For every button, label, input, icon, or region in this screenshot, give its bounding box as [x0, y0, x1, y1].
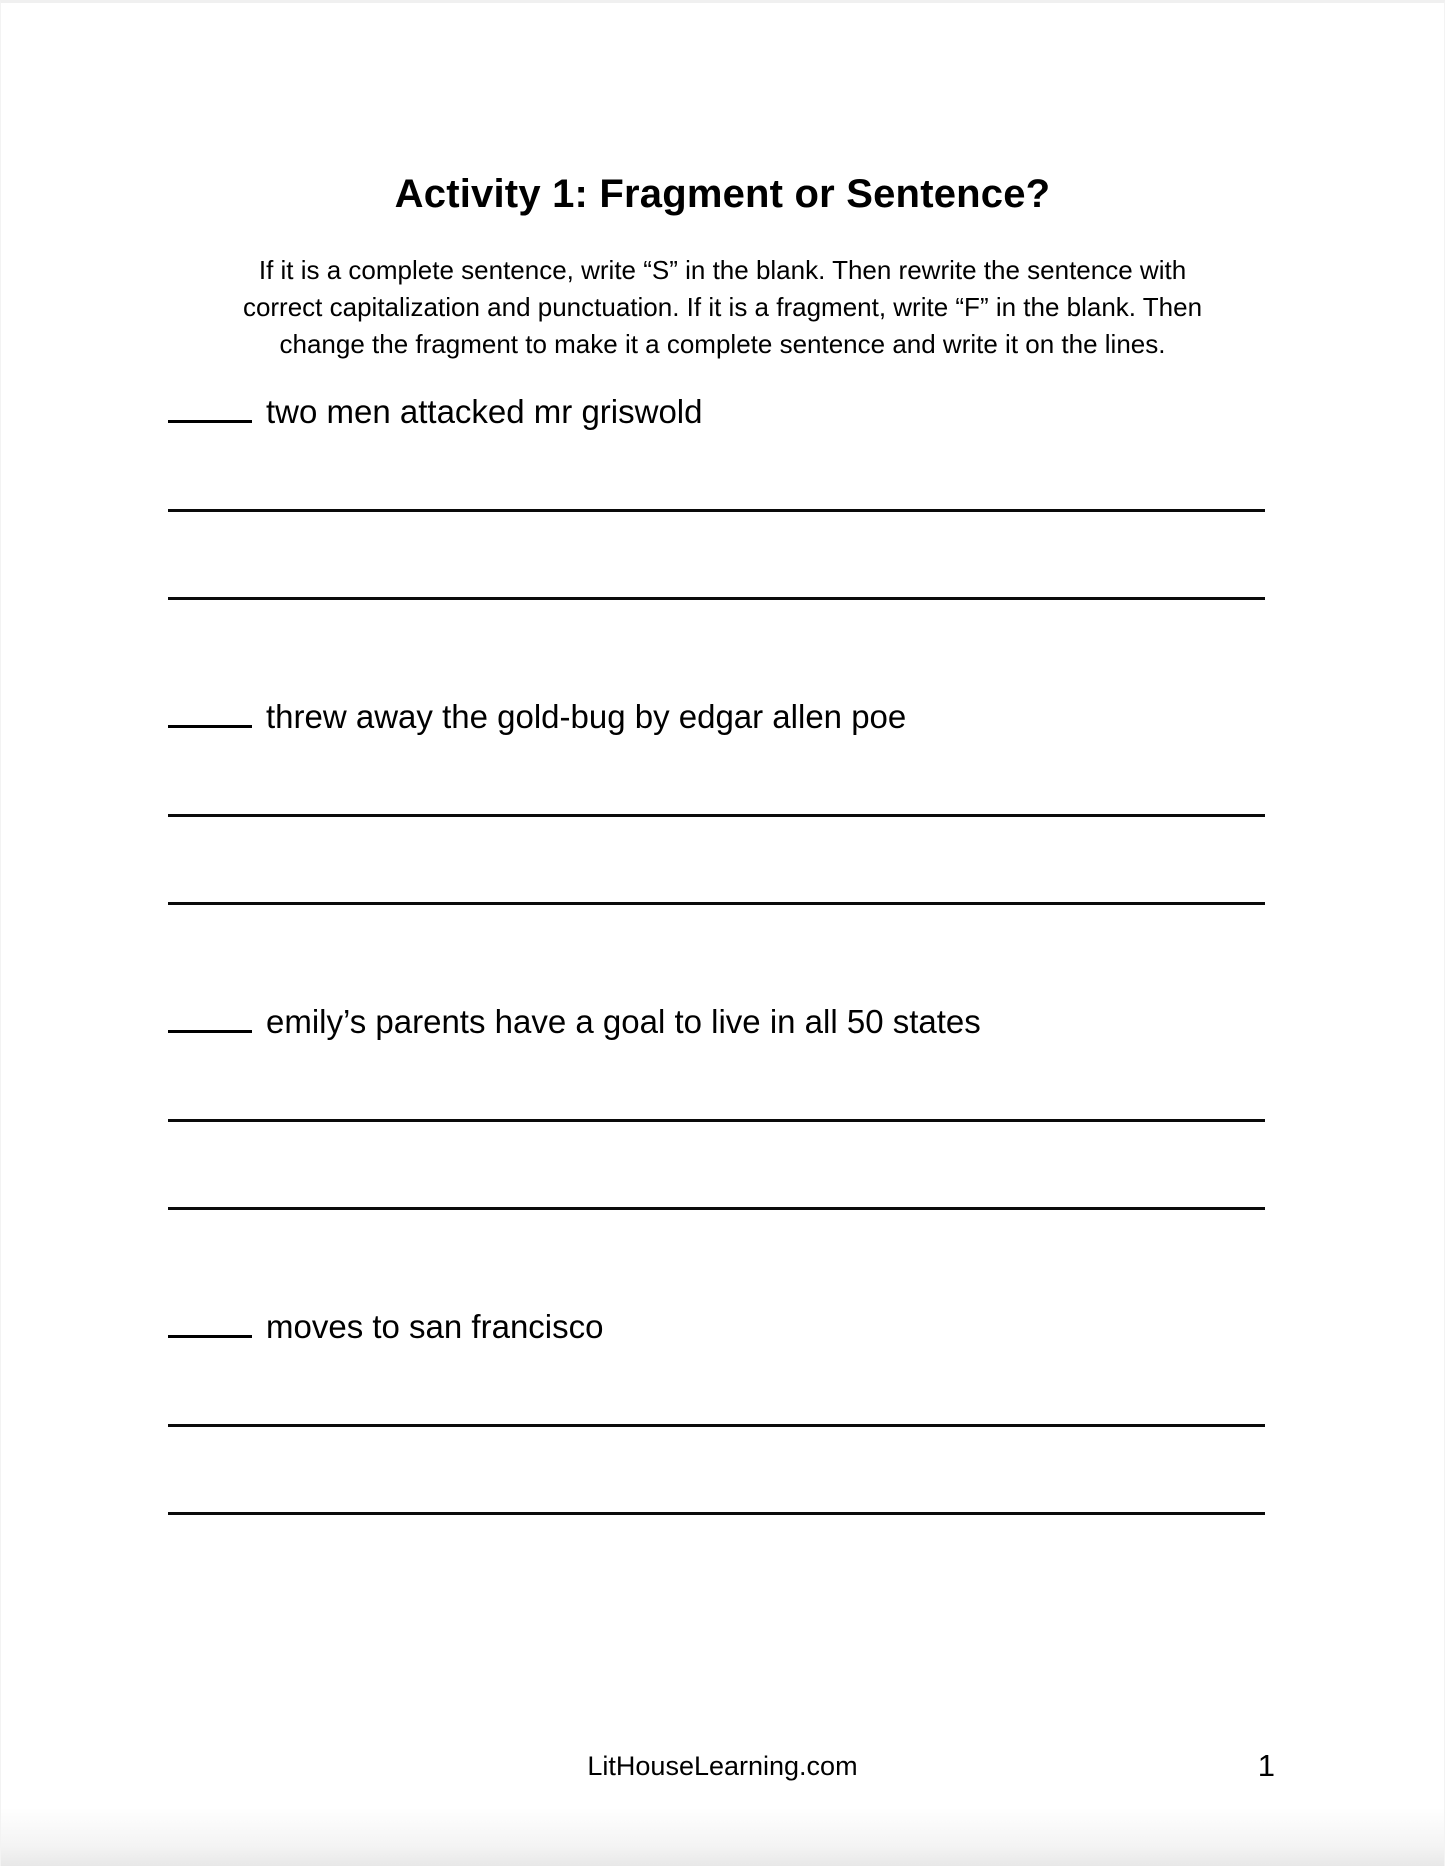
item-1-write-line-2: [168, 512, 1265, 600]
worksheet-item-4: [168, 1305, 1265, 1515]
page-title: Activity 1: Fragment or Sentence?: [394, 172, 1051, 216]
item-1-write-line-1: [168, 434, 1265, 512]
page-bottom-shadow: [0, 1808, 1445, 1866]
item-2-write-line-1: [168, 739, 1265, 817]
footer-page-number: 1: [1257, 1748, 1275, 1783]
item-3-write-line-2: [168, 1122, 1265, 1210]
item-3-answer-blank: [168, 1000, 252, 1033]
footer-site-name: LitHouseLearning.com: [587, 1751, 858, 1781]
worksheet-item-1: [168, 390, 1265, 600]
item-2-answer-blank: [168, 695, 252, 728]
item-1-label: [168, 390, 1265, 434]
item-4-text: moves to san francisco: [266, 1308, 604, 1345]
worksheet-item-2: [168, 695, 1265, 905]
item-4-write-line-1: [168, 1349, 1265, 1427]
page-footer: [0, 1748, 1445, 1792]
item-3-write-line-1: [168, 1044, 1265, 1122]
item-2-write-line-2: [168, 817, 1265, 905]
item-1-text: two men attacked mr griswold: [266, 393, 703, 430]
item-4-label: [168, 1305, 1265, 1349]
item-2-label: [168, 695, 1265, 739]
worksheet-item-3: [168, 1000, 1265, 1210]
instructions-line-2: correct capitalization and punctuation. If it is a fragment, write “F” in the blank. Then: [242, 292, 1203, 322]
item-1-answer-blank: [168, 390, 252, 423]
item-3-text: emily’s parents have a goal to live in all 50 states: [266, 1003, 981, 1040]
item-4-write-line-2: [168, 1427, 1265, 1515]
instructions-line-1: If it is a complete sentence, write “S” in the blank. Then rewrite the sentence with: [258, 255, 1187, 285]
worksheet-items: [0, 390, 1265, 1515]
item-2-text: threw away the gold-bug by edgar allen poe: [266, 698, 907, 735]
instructions: [0, 252, 1445, 363]
item-4-answer-blank: [168, 1305, 252, 1338]
instructions-line-3: change the fragment to make it a complete sentence and write it on the lines.: [279, 329, 1166, 359]
item-3-label: [168, 1000, 1265, 1044]
